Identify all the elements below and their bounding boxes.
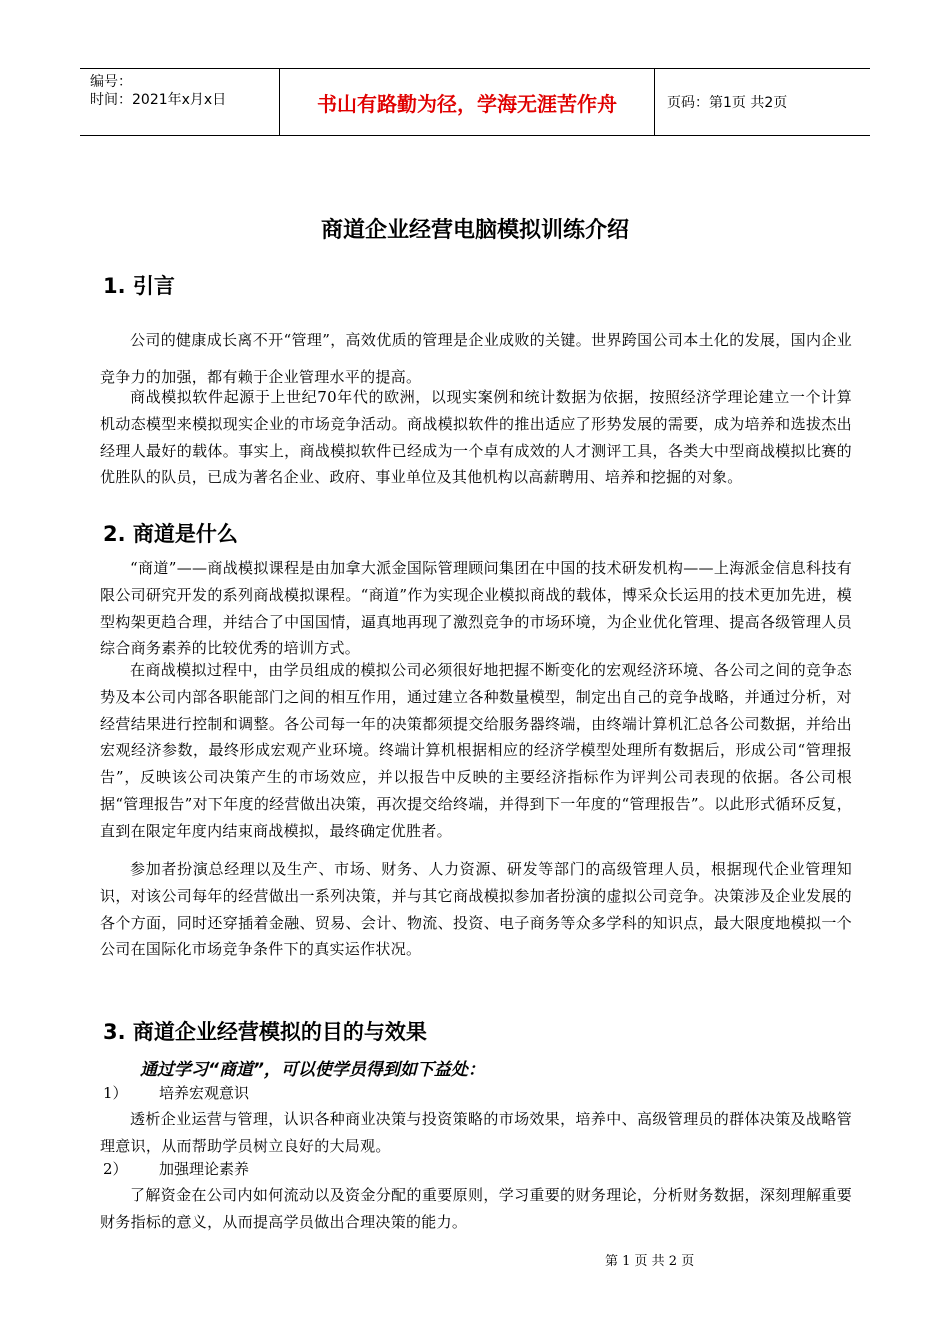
serial-number-label: 编号： [90, 74, 132, 90]
page-header [80, 68, 870, 136]
section-heading-intro: 1. 引言 [103, 274, 175, 298]
header-meta [80, 69, 280, 135]
list-item-heading [103, 1158, 249, 1179]
paragraph: 公司的健康成长离不开“管理”，高效优质的管理是企业成败的关键。世界跨国公司本土化的发展，国内企业竞争力的加强，都有赖于企业管理水平的提高。 [100, 331, 852, 386]
document-title: 商道企业经营电脑模拟训练介绍 [320, 218, 629, 243]
header-page-info: 页码：第1页 共2页 [667, 95, 788, 111]
date-label: 时间：2021年x月x日 [90, 92, 227, 108]
page-footer: 第 1 页 共 2 页 [605, 1254, 695, 1269]
header-motto: 书山有路勤为径，学海无涯苦作舟 [280, 69, 655, 135]
list-item-text: 透析企业运营与管理，认识各种商业决策与投资策略的市场效果，培养中、高级管理员的群体决策及战略管理意识，从而帮助学员树立良好的大局观。 [100, 1110, 852, 1155]
paragraph: 参加者扮演总经理以及生产、市场、财务、人力资源、研发等部门的高级管理人员，根据现代企业管理知识，对该公司每年的经营做出一系列决策，并与其它商战模拟参加者扮演的虚拟公司竞争。决策涉及企业发展的各个方面，同时还穿插着金融、贸易、会计、物流、投资、电子商务等众多学科的知识点，最大限度地模拟一个公司在国际化市场竞争条件下的真实运作状况。 [100, 860, 852, 959]
list-item-label: 加强理论素养 [159, 1160, 250, 1178]
paragraph: “商道”——商战模拟课程是由加拿大派金国际管理顾问集团在中国的技术研发机构——上海派金信息科技有限公司研究开发的系列商战模拟课程。“商道”作为实现企业模拟商战的载体，博采众长运用的技术更加先进，模型构架更趋合理，并结合了中国国情，逼真地再现了激烈竞争的市场环境，为企业优化管理、提高各级管理人员综合商务素养的比较优秀的培训方式。 [100, 559, 852, 658]
paragraph: 商战模拟软件起源于上世纪70年代的欧洲，以现实案例和统计数据为依据，按照经济学理论建立一个计算机动态模型来模拟现实企业的市场竞争活动。商战模拟软件的推出适应了形势发展的需要，成为培养和选拔杰出经理人最好的载体。事实上，商战模拟软件已经成为一个卓有成效的人才测评工具，各类大中型商战模拟比赛的优胜队的队员，已成为著名企业、政府、事业单位及其他机构以高薪聘用、培养和挖掘的对象。 [100, 388, 852, 487]
section-subheading: 通过学习“商道”，可以使学员得到如下益处： [140, 1060, 485, 1080]
section-heading-goals: 3. 商道企业经营模拟的目的与效果 [103, 1020, 427, 1044]
section-heading-what-is: 2. 商道是什么 [103, 522, 238, 546]
list-item-number: 1） [103, 1084, 128, 1102]
list-item-heading [103, 1082, 249, 1103]
list-item-number: 2） [103, 1160, 128, 1178]
list-item-text: 了解资金在公司内如何流动以及资金分配的重要原则，学习重要的财务理论，分析财务数据，深刻理解重要财务指标的意义，从而提高学员做出合理决策的能力。 [100, 1186, 852, 1231]
paragraph: 在商战模拟过程中，由学员组成的模拟公司必须很好地把握不断变化的宏观经济环境、各公司之间的竞争态势及本公司内部各职能部门之间的相互作用，通过建立各种数量模型，制定出自己的竞争战略，并通过分析，对经营结果进行控制和调整。各公司每一年的决策都须提交给服务器终端，由终端计算机汇总各公司数据，并给出宏观经济参数，最终形成宏观产业环境。终端计算机根据相应的经济学模型处理所有数据后，形成公司“管理报告”，反映该公司决策产生的市场效应，并以报告中反映的主要经济指标作为评判公司表现的依据。各公司根据“管理报告”对下年度的经营做出决策，再次提交给终端，并得到下一年度的“管理报告”。以此形式循环反复，直到在限定年度内结束商战模拟，最终确定优胜者。 [100, 661, 852, 840]
list-item-label: 培养宏观意识 [159, 1084, 250, 1102]
